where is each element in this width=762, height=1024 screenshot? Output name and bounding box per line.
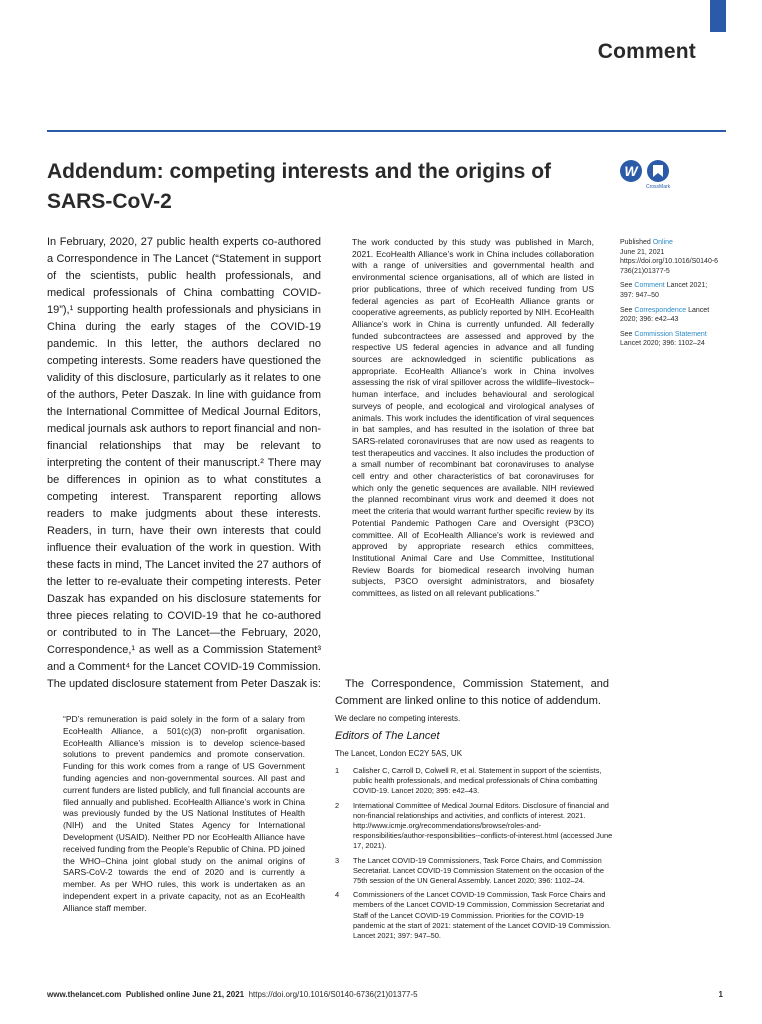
section-label: Comment — [597, 40, 696, 63]
see-commission-note — [620, 330, 720, 349]
crossmark-icon — [647, 160, 669, 182]
footer-doi[interactable]: https://doi.org/10.1016/S0140-6736(21)01377-5 — [248, 990, 418, 999]
published-online-link[interactable]: Online — [652, 239, 673, 246]
published-date: June 21, 2021 — [620, 248, 665, 256]
reference-item — [335, 890, 613, 941]
reference-text: International Committee of Medical Journal Editors. Disclosure of financial and non-financial relationships and activities, and conflicts of interest. 2021. http://www.icmje.org/recommendations/browse/roles-and-responsibilities/author-responsibilities--conflicts-of-interest.html (accessed June 17, 2021). — [353, 800, 613, 851]
see-prefix: See — [620, 306, 635, 314]
reference-number: 3 — [335, 855, 340, 865]
crossmark-label: CrossMark — [646, 184, 671, 190]
article-title: Addendum: competing interests and the origins of SARS-CoV-2 — [47, 160, 552, 213]
header-rule — [47, 130, 726, 132]
page-footer — [47, 990, 723, 999]
see-prefix: See — [620, 282, 635, 290]
see-comment-note — [620, 281, 720, 300]
reference-text: Commissioners of the Lancet COVID-19 Commission, Task Force Chairs and members of the Lancet COVID-19 Commission, Commission Secretariat and Staff of the Lancet COVID-19 Commission. Priorities for the COVID-19 pandemic at the start of 2021: statement of the Lancet COVID-19 Commission. Lancet 2021; 397: 947–50. — [353, 890, 611, 941]
see-prefix: See — [620, 330, 635, 338]
footer-published: Published online June 21, 2021 — [125, 990, 245, 999]
linked-notice-paragraph — [335, 676, 609, 710]
editors-text: Editors of The Lancet — [335, 730, 440, 742]
linked-notice-text: The Correspondence, Commission Statement, and Comment are linked online to this notice of addendum. — [335, 678, 609, 707]
reference-number: 4 — [335, 890, 340, 900]
publication-info — [620, 238, 720, 276]
see-commission-link[interactable]: Commission Statement — [634, 330, 707, 338]
intro-paragraph: In February, 2020, 27 public health experts co-authored a Correspondence in The Lancet (“Statement in support of the scientists, public health professionals, and medical professionals of China combatting COVID-19”),¹ supporting health professionals and physicians in China during the early stages of the COVID-19 pandemic. In this letter, the authors declared no competing interests. Some readers have questioned the validity of this disclosure, particularly as it relates to one of the authors, Peter Daszak. In line with guidance from the International Committee of Medical Journal Editors, medical journals ask authors to report financial and non-financial relationships that may be relevant to interpreting the content of their manuscript.² There may be differences in opinion as to what constitutes a competing interest. Transparent reporting allows readers to make judgments about these interests. Readers, in turn, have their own interests that could influence their evaluation of the work in question. With these facts in mind, The Lancet invited the 27 authors of the letter to re-evaluate their competing interests. Peter Daszak has expanded on his disclosure statements for three pieces relating to COVID-19 that he co-authored or contributed to in The Lancet—the February, 2020, Correspondence,¹ as well as a Commission Statement³ and a Comment⁴ for the Lancet COVID-19 Commission. The updated disclosure statement from Peter Daszak is: — [47, 236, 321, 690]
see-comment-link[interactable]: Comment — [634, 282, 665, 290]
reference-number: 1 — [335, 766, 340, 775]
disclosure-quote-text-1: “PD’s remuneration is paid solely in the form of a salary from EcoHealth Alliance, a 501(c)(3) non-profit organisation. EcoHealth Alliance’s mission is to develop science-based solutions to prevent pandemics and promote conservation. Funding for this work comes from a range of US Government funding agencies and non-governmental sources. All past and current funders are listed publicly, and full financial accounts are filed annually and published. EcoHealth Alliance’s work in China was previously funded by the US National Institutes of Health (NIH) and the United States Agency for International Development (USAID). Neither PD nor EcoHealth Alliance have received funding from the People’s Republic of China. PD joined the WHO–China joint global study on the animal origins of SARS-CoV-2 towards the end of 2020 and is currently a member. As per WHO rules, this work is undertaken as an independent expert in a private capacity, not as an EcoHealth Alliance staff member. — [63, 714, 305, 913]
see-correspondence-citation: Lancet 2020; 396: e42–43 — [620, 306, 710, 324]
margin-notes — [620, 238, 720, 354]
reference-item — [335, 766, 613, 797]
references-list — [335, 766, 613, 945]
see-comment-citation: Lancet 2021; 397: 947–50 — [620, 282, 708, 299]
reference-item — [335, 856, 613, 887]
article-badges — [620, 160, 670, 190]
published-prefix: Published — [620, 239, 653, 246]
disclosure-quote-part-1 — [63, 714, 305, 915]
see-commission-citation: Lancet 2020; 396: 1102–24 — [620, 340, 705, 348]
footer-site-link[interactable]: www.thelancet.com — [47, 990, 122, 999]
reference-text: Calisher C, Carroll D, Colwell R, et al. Statement in support of the scientists, public health professionals, and medical professionals of China combatting COVID-19. Lancet 2020; 395: e42–43. — [353, 766, 602, 796]
disclosure-quote-text-2: The work conducted by this study was published in March, 2021. EcoHealth Alliance’s work in China includes collaboration with a range of universities and governmental health and environmental science organisations, all of which are listed in prior publications, three of which received funding from US federal agencies as part of EcoHealth Alliance grants or cooperative agreements, as publicly reported by NIH. EcoHealth Alliance’s work in China is currently unfunded. All federally funded subcontractees are assessed and approved by the respective US federal agencies in advance and all funding sources are acknowledged in scientific publications as appropriate. EcoHealth Alliance’s work in China involves assessing the risk of viral spillover across the wildlife–livestock–human interface, and includes behavioural and serological surveys of people, and ecological and virological analyses of animals. This work includes the identification of viral sequences in bat samples, and has resulted in the isolation of three bat SARS-related coronaviruses that are now used as reagents to test therapeutics and vaccines. It also includes the production of a small number of recombinant bat coronaviruses to analyse cell entry and other characteristics of bat coronaviruses for which only the genetic sequences are available. NIH reviewed the planned recombinant virus work and deemed it does not meet the criteria that would warrant further specific review by its Potential Pandemic Pathogen Care and Oversight (P3CO) committee. All of EcoHealth Alliance’s work is reviewed and approved by appropriate research ethics committees, Institutional Animal Care and Use Committee, Institutional Review Boards for biomedical research involving human subjects, P3CO oversight administrators, and biosafety committees, as listed on all relevant publications.” — [352, 237, 594, 599]
reference-item — [335, 801, 613, 852]
editors-address: The Lancet, London EC2Y 5AS, UK — [335, 749, 463, 758]
editors-signature — [335, 730, 440, 742]
doi-link[interactable]: https://doi.org/10.1016/S0140-6736(21)01377-5 — [620, 258, 719, 275]
article-body-column-1 — [47, 234, 321, 693]
corner-accent-bar — [710, 0, 726, 32]
reference-text: The Lancet COVID-19 Commissioners, Task Force Chairs, and Commission Secretariat. Lancet COVID-19 Commission Statement on the occasion of the 75th session of the UN General Assembly. Lancet 2020; 396: 1102–24. — [353, 855, 604, 886]
reference-number: 2 — [335, 800, 340, 810]
page-number: 1 — [718, 990, 723, 999]
footer-left — [47, 990, 418, 999]
see-correspondence-link[interactable]: Correspondence — [634, 306, 687, 314]
crossmark-badge[interactable] — [646, 160, 670, 190]
competing-interests-declaration: We declare no competing interests. — [335, 714, 461, 723]
disclosure-quote-part-2 — [352, 237, 594, 600]
see-correspondence-note — [620, 306, 720, 325]
w-logo-icon[interactable]: W — [620, 160, 642, 182]
